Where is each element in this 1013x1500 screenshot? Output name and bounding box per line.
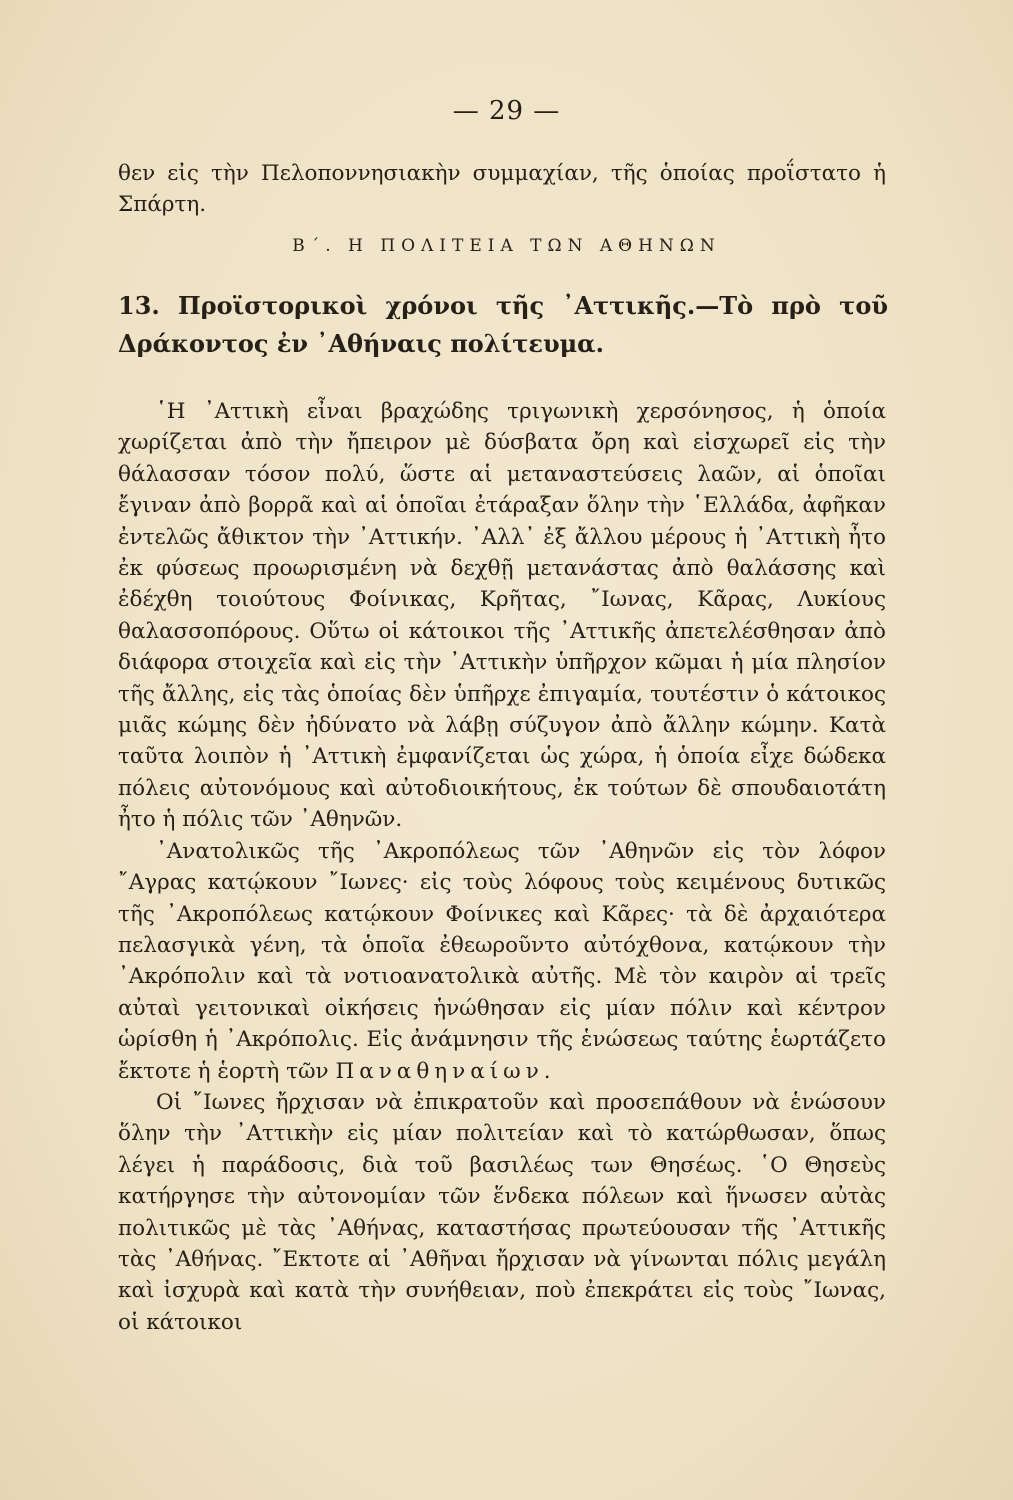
- continuation-text: θεν εἰς τὴν Πελοποννησιακὴν συμμαχίαν, τῆς ὁποίας προΐστατο ἡ Σπάρτη.: [118, 161, 886, 218]
- section-heading: Β΄. Η ΠΟΛΙΤΕΙΑ ΤΩΝ ΑΘΗΝΩΝ: [292, 236, 721, 256]
- page-number: — 29 —: [452, 96, 561, 126]
- body-text: [118, 396, 886, 1338]
- paragraph-2-text: ᾿Ανατολικῶς τῆς ᾿Ακροπόλεως τῶν ᾿Αθηνῶν εἰς τὸν λόφον ῎Αγρας κατῴκουν ῎Ιωνες· εἰς τοὺς λόφους τοὺς κειμένους δυτικῶς τῆς ᾿Ακροπόλεως κατῴκουν Φοίνικες καὶ Κᾶρες· τὰ δὲ ἀρχαιότερα πελασγικὰ γένη, τὰ ὁποῖα ἐθεωροῦντο αὐτόχθονα, κατῴκουν τὴν ᾿Ακρόπολιν καὶ τὰ νοτιοανατολικὰ αὐτῆς. Μὲ τὸν καιρὸν αἱ τρεῖς αὐταὶ γειτονικαὶ οἰκήσεις ἡνώθησαν εἰς μίαν πόλιν καὶ κέντρον ὡρίσθη ἡ ᾿Ακρόπολις. Εἰς ἀνάμνησιν τῆς ἑνώσεως ταύτης ἑωρτάζετο ἔκτοτε ἡ ἑορτὴ τῶν: [118, 838, 886, 1084]
- paragraph-2: [118, 836, 886, 1087]
- paragraph-3: Οἱ ῎Ιωνες ἤρχισαν νὰ ἐπικρατοῦν καὶ προσεπάθουν νὰ ἑνώσουν ὅλην τὴν ᾿Αττικὴν εἰς μίαν πολιτείαν καὶ τὸ κατώρθωσαν, ὅπως λέγει ἡ παράδοσις, διὰ τοῦ βασιλέως των Θησέως. ῾Ο Θησεὺς κατήργησε τὴν αὐτονομίαν τῶν ἕνδεκα πόλεων καὶ ἥνωσεν αὐτὰς πολιτικῶς μὲ τὰς ᾿Αθήνας, καταστήσας πρωτεύουσαν τῆς ᾿Αττικῆς τὰς ᾿Αθήνας. ῎Εκτοτε αἱ ᾿Αθῆναι ἤρχισαν νὰ γίνωνται πόλις μεγάλη καὶ ἰσχυρὰ καὶ κατὰ τὴν συνήθειαν, ποὺ ἐπεκράτει εἰς τοὺς ῎Ιωνας, οἱ κάτοικοι: [118, 1089, 886, 1335]
- panathenaia-term: Παναθηναίων.: [335, 1058, 556, 1084]
- paragraph-1: ῾Η ᾿Αττικὴ εἶναι βραχώδης τριγωνικὴ χερσόνησος, ἡ ὁποία χωρίζεται ἀπὸ τὴν ἤπειρον μὲ δύσβατα ὄρη καὶ εἰσχωρεῖ εἰς τὴν θάλασσαν τόσον πολύ, ὥστε αἱ μεταναστεύσεις λαῶν, αἱ ὁποῖαι ἔγιναν ἀπὸ βορρᾶ καὶ αἱ ὁποῖαι ἐτάραξαν ὅλην τὴν ῾Ελλάδα, ἀφῆκαν ἐντελῶς ἄθικτον τὴν ᾿Αττικήν. ᾿Αλλ᾿ ἐξ ἄλλου μέρους ἡ ᾿Αττικὴ ἦτο ἐκ φύσεως προωρισμένη νὰ δεχθῇ μετανάστας ἀπὸ θαλάσσης καὶ ἐδέχθη τοιούτους Φοίνικας, Κρῆτας, ῎Ιωνας, Κᾶρας, Λυκίους θαλασσοπόρους. Οὕτω οἱ κάτοικοι τῆς ᾿Αττικῆς ἀπετελέσθησαν ἀπὸ διάφορα στοιχεῖα καὶ εἰς τὴν ᾿Αττικὴν ὑπῆρχον κῶμαι ἡ μία πλησίον τῆς ἄλλης, εἰς τὰς ὁποίας δὲν ὑπῆρχε ἐπιγαμία, τουτέστιν ὁ κάτοικος μιᾶς κώμης δὲν ἠδύνατο νὰ λάβῃ σύζυγον ἀπὸ ἄλλην κώμην. Κατὰ ταῦτα λοιπὸν ἡ ᾿Αττικὴ ἐμφανίζεται ὡς χώρα, ἡ ὁποία εἶχε δώδεκα πόλεις αὐτονόμους καὶ αὐτοδιοικήτους, ἐκ τούτων δὲ σπουδαιοτάτη ἦτο ἡ πόλις τῶν ᾿Αθηνῶν.: [118, 399, 886, 833]
- chapter-title: 13. Προϊστορικοὶ χρόνοι τῆς ᾿Αττικῆς.—Τὸ πρὸ τοῦ Δράκοντος ἐν ᾿Αθήναις πολίτευμα.: [118, 291, 888, 358]
